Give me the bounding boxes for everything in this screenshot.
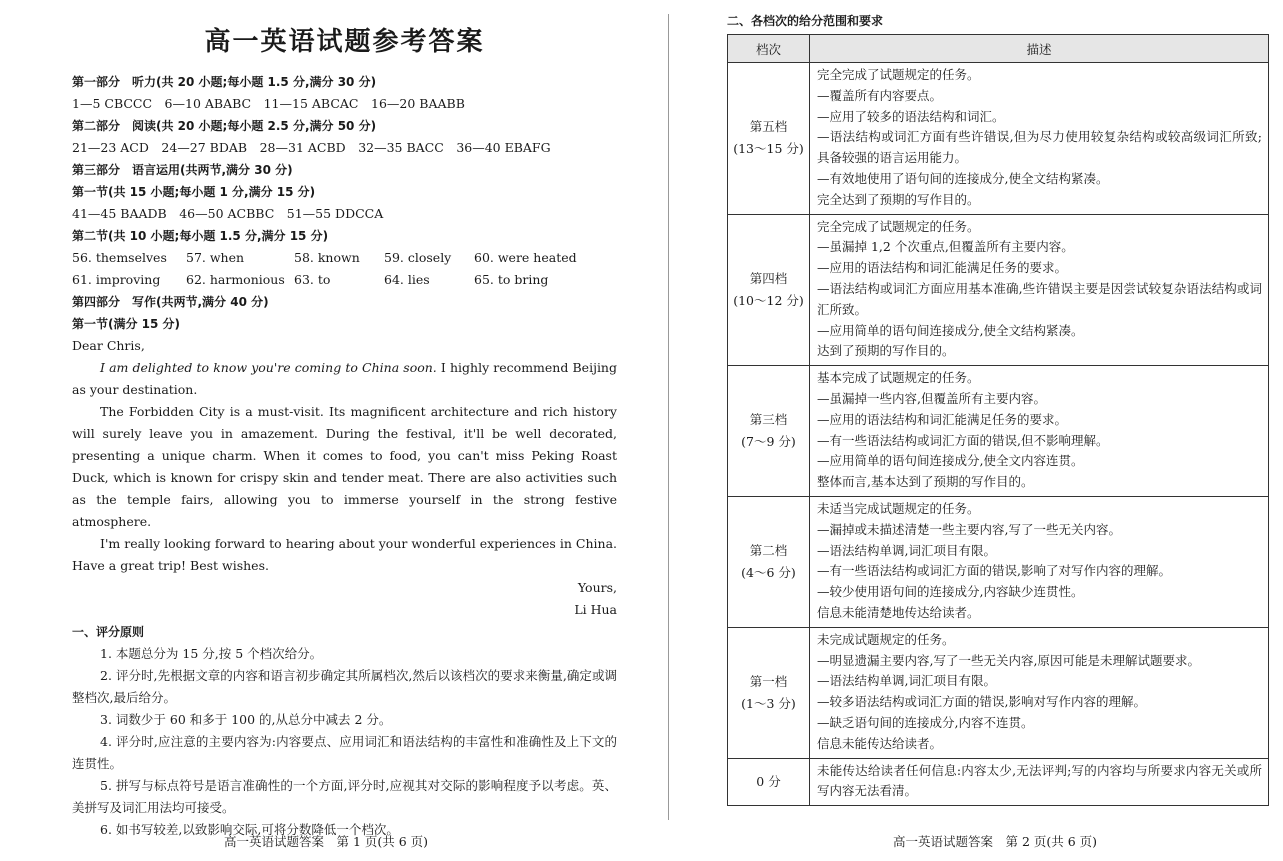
letter-paragraph-3: I'm really looking forward to hearing about your wonderful experiences in China. Have a great trip! Best wishes. <box>72 536 617 573</box>
grade-criterion: —应用简单的语句间连接成分,使全文结构紧凑。 <box>817 322 1084 338</box>
grade-criterion: —语法结构或词汇方面有些许错误,但为尽力使用较复杂结构或较高级词汇所致;具备较强的语言运用能力。 <box>817 129 1262 166</box>
grade-criterion: —有效地使用了语句间的连接成分,使全文结构紧凑。 <box>817 170 1109 186</box>
grade-level-cell <box>728 63 810 215</box>
grade-criterion: —较少使用语句间的连接成分,内容缺少连贯性。 <box>817 584 1084 600</box>
grade-description-cell <box>810 63 1269 215</box>
grade-level-name: 第一档 <box>749 673 788 689</box>
grade-level-cell <box>728 214 810 366</box>
grade-criterion: 未完成试题规定的任务。 <box>817 631 955 647</box>
grading-section-title: 二、各档次的给分范围和要求 <box>727 14 884 28</box>
grade-criterion: 信息未能传达给读者。 <box>817 735 943 751</box>
page-divider <box>668 14 669 820</box>
grade-criterion: 达到了预期的写作目的。 <box>817 343 955 359</box>
grade-criterion: 完全达到了预期的写作目的。 <box>817 191 980 207</box>
blank-answer: 64. lies <box>384 272 430 287</box>
grade-criterion: —覆盖所有内容要点。 <box>817 87 943 103</box>
part3-sec1-heading: 第一节(共 15 小题;每小题 1 分,满分 15 分) <box>72 185 316 199</box>
table-row <box>728 63 1269 215</box>
table-row <box>728 214 1269 366</box>
grade-criterion: 完全完成了试题规定的任务。 <box>817 67 980 82</box>
blank-answer: 58. known <box>294 250 360 265</box>
grade-description-cell <box>810 627 1269 758</box>
blank-answer: 56. themselves <box>72 250 167 265</box>
blank-answer: 65. to bring <box>474 272 549 287</box>
blank-answer: 59. closely <box>384 250 452 265</box>
part3-heading: 第三部分 语言运用(共两节,满分 30 分) <box>72 163 293 177</box>
page-footer-1: 高一英语试题答案 第 1 页(共 6 页) <box>224 834 429 849</box>
grade-score-range: (4～6 分) <box>741 564 796 580</box>
grade-criterion: 未能传达给读者任何信息:内容太少,无法评判;写的内容均与所要求内容无关或所写内容无法看清。 <box>817 762 1262 799</box>
grade-criterion: 信息未能清楚地传达给读者。 <box>817 604 980 620</box>
part2-answers: 21—23 ACD 24—27 BDAB 28—31 ACBD 32—35 BACC 36—40 EBAFG <box>72 140 551 155</box>
grade-description-cell <box>810 214 1269 366</box>
grade-level-name: 第五档 <box>749 119 788 135</box>
grade-criterion: —应用的语法结构和词汇能满足任务的要求。 <box>817 411 1068 427</box>
blank-answer: 63. to <box>294 272 331 287</box>
letter-signature: Li Hua <box>574 602 617 617</box>
grading-table <box>727 34 1269 806</box>
principles-heading: 一、评分原则 <box>72 625 145 639</box>
part4-sec1-heading: 第一节(满分 15 分) <box>72 317 181 331</box>
principle-item: 1. 本题总分为 15 分,按 5 个档次给分。 <box>100 646 323 661</box>
grade-level-name: 第四档 <box>749 270 788 286</box>
grade-criterion: 基本完成了试题规定的任务。 <box>817 370 980 386</box>
grade-score-range: (10～12 分) <box>733 292 804 308</box>
right-page <box>727 0 1269 806</box>
letter-greeting: Dear Chris, <box>72 338 145 353</box>
grading-table-body <box>728 63 1269 806</box>
grade-level-cell <box>728 758 810 806</box>
grade-criterion: 整体而言,基本达到了预期的写作目的。 <box>817 474 1034 490</box>
table-header-row <box>728 35 1269 63</box>
part3-sec2-heading: 第二节(共 10 小题;每小题 1.5 分,满分 15 分) <box>72 229 329 243</box>
grade-criterion: —语法结构单调,词汇项目有限。 <box>817 673 996 689</box>
grade-level-name: 第三档 <box>749 412 788 428</box>
grade-score-range: (1～3 分) <box>741 695 796 711</box>
part4-heading: 第四部分 写作(共两节,满分 40 分) <box>72 295 269 309</box>
grade-criterion: —缺乏语句间的连接成分,内容不连贯。 <box>817 714 1034 730</box>
grade-criterion: —有一些语法结构或词汇方面的错误,影响了对写作内容的理解。 <box>817 563 1171 579</box>
part2-heading: 第二部分 阅读(共 20 小题;每小题 2.5 分,满分 50 分) <box>72 119 377 133</box>
left-page <box>72 0 617 861</box>
grade-description-cell <box>810 758 1269 806</box>
blanks-row-2 <box>72 269 617 291</box>
grade-description-cell <box>810 366 1269 497</box>
principle-item: 3. 词数少于 60 和多于 100 的,从总分中减去 2 分。 <box>100 712 392 727</box>
grade-description-cell <box>810 496 1269 627</box>
grade-criterion: —语法结构单调,词汇项目有限。 <box>817 542 996 558</box>
grade-level-name: 0 分 <box>756 773 781 789</box>
grade-criterion: —语法结构或词汇方面应用基本准确,些许错误主要是因尝试较复杂语法结构或词汇所致。 <box>817 280 1262 317</box>
blank-answer: 57. when <box>186 250 245 265</box>
blank-answer: 62. harmonious <box>186 272 285 287</box>
header-description: 描述 <box>810 35 1269 63</box>
blanks-row-1 <box>72 247 617 269</box>
grade-level-name: 第二档 <box>749 542 788 558</box>
grade-criterion: 完全完成了试题规定的任务。 <box>817 218 980 234</box>
grade-criterion: —应用了较多的语法结构和词汇。 <box>817 108 1005 124</box>
page-title: 高一英语试题参考答案 <box>204 27 485 57</box>
principle-item: 5. 拼写与标点符号是语言准确性的一个方面,评分时,应视其对交际的影响程度予以考虑。英、美拼写及词汇用法均可接受。 <box>72 778 617 815</box>
letter-paragraph-1 <box>72 357 617 401</box>
grade-level-cell <box>728 496 810 627</box>
table-row <box>728 366 1269 497</box>
grade-criterion: —虽漏掉 1,2 个次重点,但覆盖所有主要内容。 <box>817 239 1074 255</box>
grade-criterion: —漏掉或未描述清楚一些主要内容,写了一些无关内容。 <box>817 521 1121 537</box>
grade-criterion: 未适当完成试题规定的任务。 <box>817 500 980 516</box>
part1-answers: 1—5 CBCCC 6—10 ABABC 11—15 ABCAC 16—20 BAABB <box>72 96 465 111</box>
grade-level-cell <box>728 366 810 497</box>
letter-paragraph-2: The Forbidden City is a must-visit. Its magnificent architecture and rich history will surely leave you in amazement. During the festival, it'll be well decorated, presenting a unique charm. When it comes to food, you can't miss Peking Roast Duck, which is known for crispy skin and tender meat. There are also activities such as the temple fairs, allowing you to immerse yourself in the strong festive atmosphere. <box>72 404 617 529</box>
letter-closing: Yours, <box>577 580 617 595</box>
part1-heading: 第一部分 听力(共 20 小题;每小题 1.5 分,满分 30 分) <box>72 75 377 89</box>
table-row <box>728 496 1269 627</box>
grade-criterion: —明显遗漏主要内容,写了一些无关内容,原因可能是未理解试题要求。 <box>817 652 1200 668</box>
grade-criterion: —有一些语法结构或词汇方面的错误,但不影响理解。 <box>817 432 1109 448</box>
header-level: 档次 <box>728 35 810 63</box>
blank-answer: 61. improving <box>72 272 161 287</box>
grade-score-range: (13～15 分) <box>733 141 804 157</box>
letter-p1-rest: I highly recommend Beijing as your destination. <box>72 360 617 397</box>
principle-item: 6. 如书写较差,以致影响交际,可将分数降低一个档次。 <box>100 822 399 837</box>
blank-answer: 60. were heated <box>474 250 577 265</box>
grade-score-range: (7～9 分) <box>741 434 796 450</box>
principle-item: 4. 评分时,应注意的主要内容为:内容要点、应用词汇和语法结构的丰富性和准确性及上下文的连贯性。 <box>72 734 617 771</box>
grade-criterion: —虽漏掉一些内容,但覆盖所有主要内容。 <box>817 390 1046 406</box>
table-row <box>728 627 1269 758</box>
page-footer-2: 高一英语试题答案 第 2 页(共 6 页) <box>893 834 1098 849</box>
principle-item: 2. 评分时,先根据文章的内容和语言初步确定其所属档次,然后以该档次的要求来衡量,确定或调整档次,最后给分。 <box>72 668 617 705</box>
part3-sec1-answers: 41—45 BAADB 46—50 ACBBC 51—55 DDCCA <box>72 206 384 221</box>
letter-opening-sentence: I am delighted to know you're coming to China soon. <box>100 360 437 375</box>
grade-criterion: —应用的语法结构和词汇能满足任务的要求。 <box>817 260 1068 276</box>
grade-level-cell <box>728 627 810 758</box>
grade-criterion: —应用简单的语句间连接成分,使全文内容连贯。 <box>817 453 1084 469</box>
grade-criterion: —较多语法结构或词汇方面的错误,影响对写作内容的理解。 <box>817 694 1146 710</box>
table-row <box>728 758 1269 806</box>
